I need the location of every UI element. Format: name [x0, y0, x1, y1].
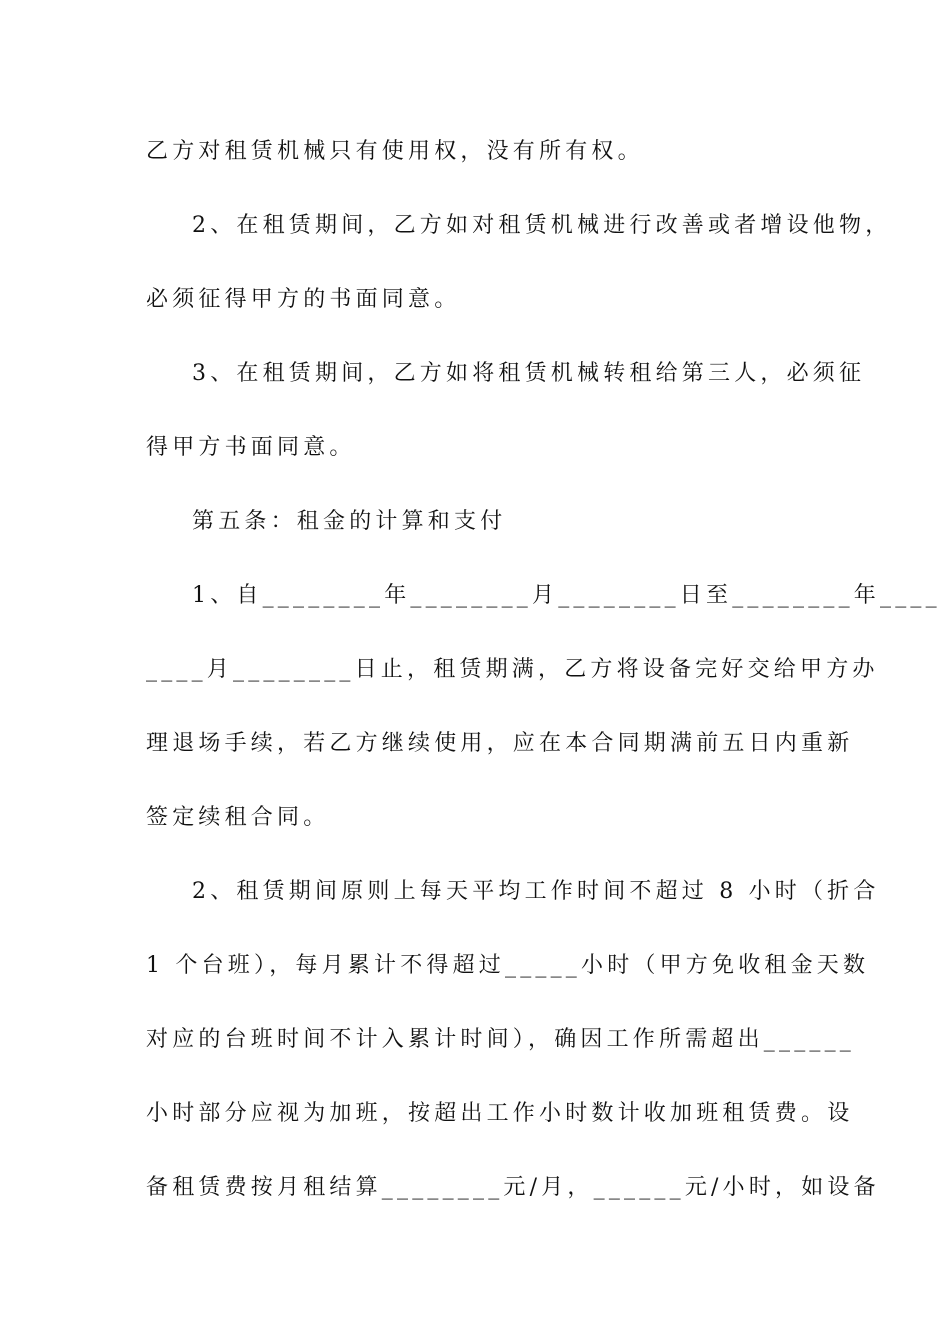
section-heading: 第五条：租金的计算和支付 — [192, 509, 507, 534]
text-line-7: 1、自________年________月________日至________年____ — [192, 583, 941, 608]
text-line-10: 签定续租合同。 — [146, 805, 330, 830]
text-line-1: 乙方对租赁机械只有使用权，没有所有权。 — [146, 139, 644, 164]
text-line-11: 2、租赁期间原则上每天平均工作时间不超过 8 小时（折合 — [192, 879, 880, 904]
text-line-12: 1 个台班），每月累计不得超过_____小时（甲方免收租金天数 — [146, 953, 870, 978]
text-line-8: ____月________日止，租赁期满，乙方将设备完好交给甲方办 — [146, 657, 879, 682]
text-line-14: 小时部分应视为加班，按超出工作小时数计收加班租赁费。设 — [146, 1101, 854, 1126]
text-line-13: 对应的台班时间不计入累计时间），确因工作所需超出______ — [146, 1027, 856, 1052]
text-line-15: 备租赁费按月租结算________元/月，______元/小时，如设备 — [146, 1175, 880, 1200]
text-line-4: 3、在租赁期间，乙方如将租赁机械转租给第三人，必须征 — [192, 361, 866, 386]
text-line-5: 得甲方书面同意。 — [146, 435, 356, 460]
text-line-3: 必须征得甲方的书面同意。 — [146, 287, 461, 312]
text-line-9: 理退场手续，若乙方继续使用，应在本合同期满前五日内重新 — [146, 731, 854, 756]
text-line-2: 2、在租赁期间，乙方如对租赁机械进行改善或者增设他物， — [192, 213, 892, 238]
